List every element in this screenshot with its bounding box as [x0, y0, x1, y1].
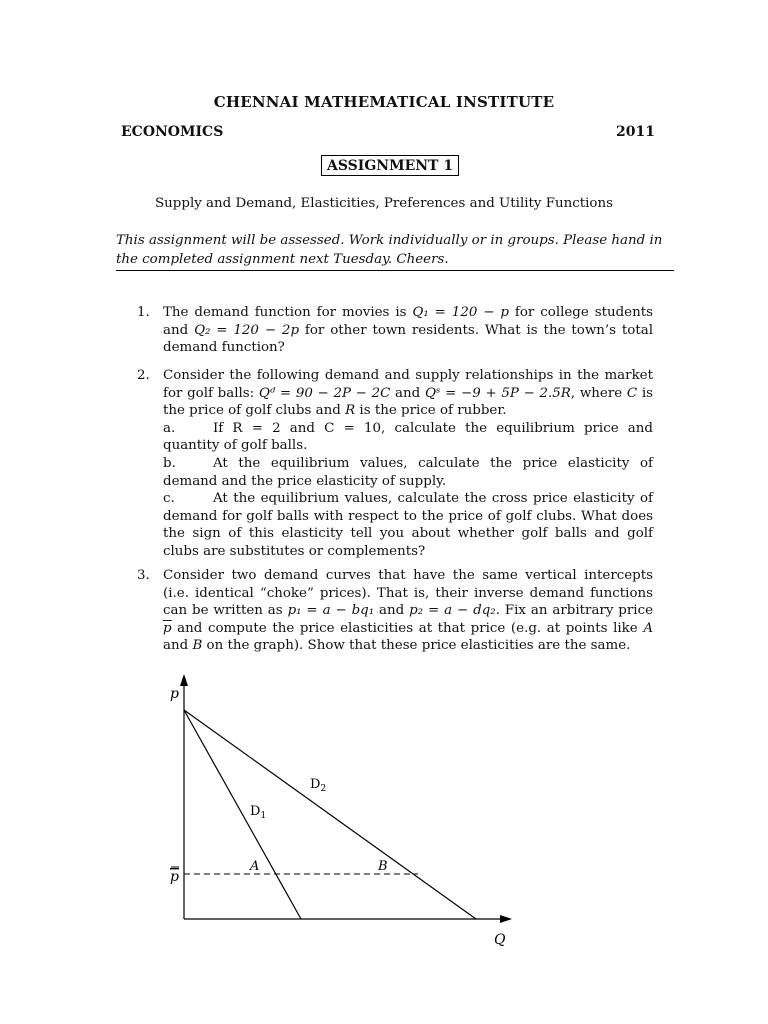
- question-number: 2.: [137, 368, 150, 383]
- q3-text-2: and: [374, 603, 410, 619]
- x-axis-arrow: [500, 915, 512, 923]
- q2-text-2: and: [390, 385, 425, 401]
- q3-formula-d1: p₁ = a − bq₁: [287, 603, 375, 619]
- x-axis-label: Q: [494, 932, 506, 948]
- part-text: At the equilibrium values, calculate the cross price elasticity of demand for golf balls with respect to the price of golf clubs. What does the sign of this elasticity tell you about whether golf balls and golf clubs are substitutes or complements?: [163, 491, 653, 559]
- question-3: [137, 567, 653, 655]
- q2-text-1: Consider the following demand and supply relationships in the market for golf balls:: [163, 368, 653, 401]
- q2-part-a: [163, 420, 653, 455]
- q2-var-r: R: [345, 403, 356, 419]
- point-a-label: A: [250, 859, 260, 874]
- institute-title: CHENNAI MATHEMATICAL INSTITUTE: [213, 93, 555, 111]
- question-2: [137, 367, 653, 561]
- q3-formula-d2: p₂ = a − dq₂: [409, 603, 496, 619]
- part-text: If R = 2 and C = 10, calculate the equilibrium price and quantity of golf balls.: [163, 420, 653, 454]
- part-text: At the equilibrium values, calculate the price elasticity of demand and the price elasticity of supply.: [163, 455, 653, 489]
- q1-text-1: The demand function for movies is: [163, 305, 413, 320]
- q3-text-5: and: [163, 638, 193, 654]
- q2-part-c: [163, 490, 653, 560]
- demand-curves-graph: [150, 660, 530, 960]
- q1-text-3: for other town residents. What is the town’s total demand function?: [163, 322, 653, 356]
- question-number: 3.: [137, 568, 150, 583]
- q3-text-3: . Fix an arbitrary price: [495, 603, 653, 619]
- instructions-text: This assignment will be assessed. Work individually or in groups. Please hand in the completed assignment next Tuesday. Cheers.: [116, 233, 663, 267]
- y-axis-label: p: [170, 686, 179, 702]
- divider: [116, 270, 674, 271]
- q1-formula-students: Q₁ = 120 − p: [412, 305, 509, 320]
- year-label: 2011: [616, 124, 655, 140]
- part-label: c.: [163, 491, 175, 507]
- q2-text-3: , where: [570, 385, 627, 401]
- q3-text-1: Consider two demand curves that have the same vertical intercepts (i.e. identical “choke” prices). That is, their inverse demand functions can be written as: [163, 568, 653, 619]
- q3-point-a: A: [643, 620, 653, 636]
- d2-label: $D_2$: [310, 777, 327, 794]
- d1-label: $D_1$: [250, 804, 267, 821]
- q3-point-b: B: [192, 638, 203, 654]
- q2-formula-demand: Qᵈ = 90 − 2P − 2C: [258, 385, 391, 401]
- q3-text-4: and compute the price elasticities at that price (e.g. at points like: [171, 620, 644, 636]
- question-number: 1.: [137, 305, 150, 320]
- y-axis-arrow: [180, 674, 188, 686]
- q1-text-2: for college students and: [163, 305, 653, 338]
- point-b-label: B: [378, 859, 388, 874]
- assignment-title: ASSIGNMENT 1: [321, 155, 459, 176]
- q2-part-b: [163, 455, 653, 490]
- demand-curve-d1: [184, 710, 301, 919]
- q3-text-6: on the graph). Show that these price elasticities are the same.: [202, 638, 631, 654]
- q2-text-5: is the price of rubber.: [355, 403, 507, 419]
- q2-var-c: C: [626, 385, 638, 401]
- question-1: [137, 304, 653, 357]
- demand-curve-d2: [184, 710, 476, 919]
- q3-pbar: $\overline{p}$: [163, 620, 172, 636]
- subject-label: ECONOMICS: [121, 124, 224, 140]
- part-label: b.: [163, 455, 176, 471]
- q1-formula-residents: Q₂ = 120 − 2p: [194, 322, 300, 338]
- assignment-subtitle: Supply and Demand, Elasticities, Preferences and Utility Functions: [155, 196, 613, 211]
- q2-text-4: is the price of golf clubs and: [163, 385, 653, 419]
- part-label: a.: [163, 420, 176, 436]
- q2-formula-supply: Qˢ = −9 + 5P − 2.5R: [424, 385, 571, 401]
- pbar-label: p: [170, 869, 179, 885]
